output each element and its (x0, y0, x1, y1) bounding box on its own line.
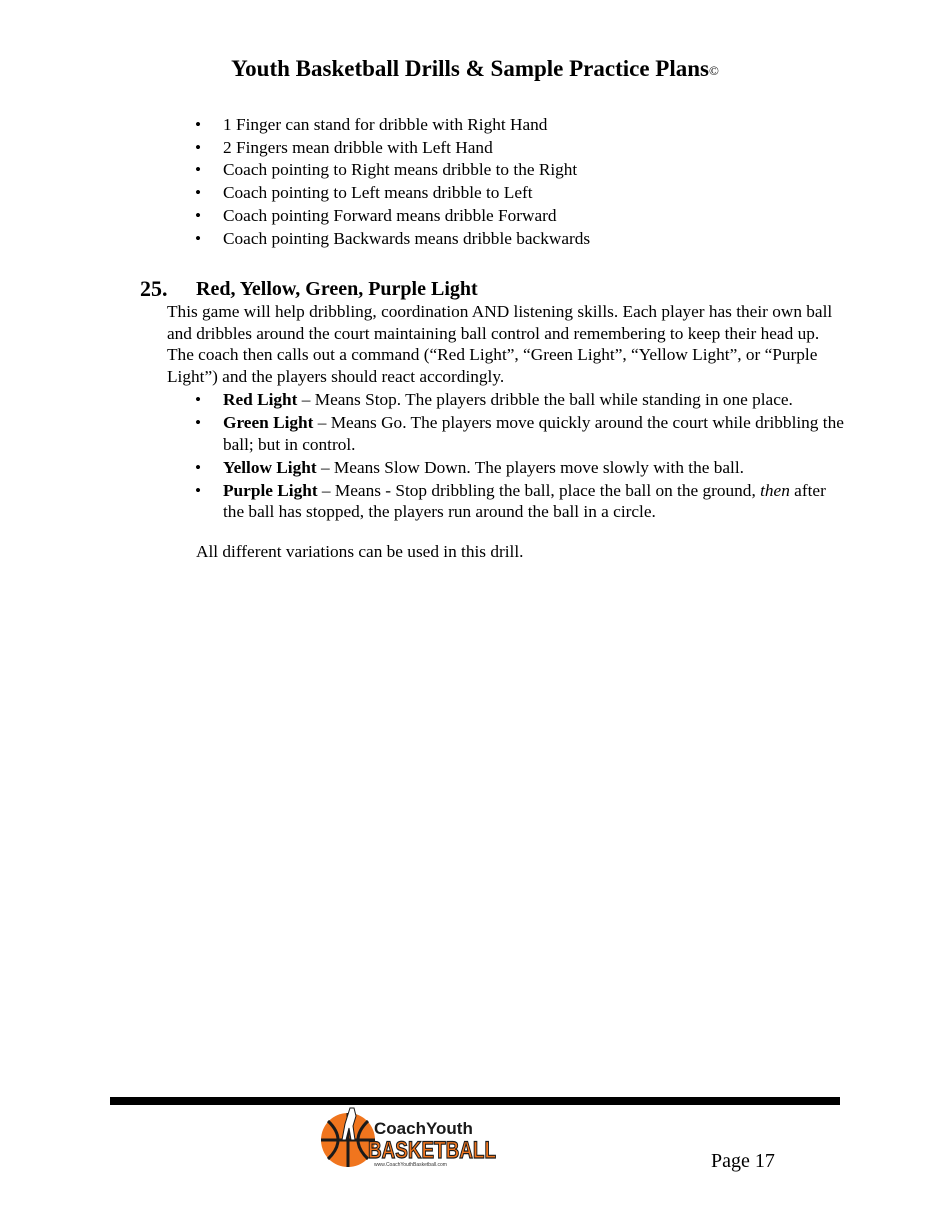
list-item: • Coach pointing to Right means dribble to the Right (195, 160, 578, 180)
list-item: • Yellow Light – Means Slow Down. The players move slowly with the ball. (195, 457, 744, 477)
hand-signal-list (195, 114, 590, 250)
list-item: • Coach pointing Forward means dribble Forward (195, 205, 557, 225)
list-item-text: Coach pointing to Right means dribble to the Right (223, 160, 578, 180)
command-description: – Means Go. The players move quickly around the court while dribbling the ball; but in control. (223, 413, 844, 454)
page-number: Page 17 (711, 1150, 775, 1172)
list-item-text: Coach pointing Backwards means dribble backwards (223, 228, 591, 248)
command-name: Red Light (223, 390, 298, 409)
section-number: 25. (140, 276, 168, 301)
command-description: – Means Stop. The players dribble the ball while standing in one place. (297, 390, 793, 409)
list-item: • Purple Light – Means - Stop dribbling the ball, place the ball on the ground, then after the ball has stopped, the players run around the ball in a circle. (195, 480, 826, 521)
section-intro: This game will help dribbling, coordination AND listening skills. Each player has their own ball and dribbles around the court maintaining ball control and remembering to keep their head up. The coach then calls out a command (“Red Light”, “Green Light”, “Yellow Light”, or “Purple Light”) and the players should react accordingly. (167, 302, 833, 386)
logo-text-line2: BASKETBALL (368, 1137, 496, 1164)
list-item: • Red Light – Means Stop. The players dribble the ball while standing in one place. (195, 390, 793, 409)
command-description: – Means Slow Down. The players move slowly with the ball. (316, 457, 744, 477)
page-header-title (0, 56, 950, 82)
emphasis-text: then (760, 480, 790, 500)
list-item-text: Coach pointing Forward means dribble Forward (223, 205, 557, 225)
section-title: Red, Yellow, Green, Purple Light (196, 278, 478, 300)
command-name: Purple Light (223, 480, 318, 500)
list-item: • Coach pointing Backwards means dribble backwards (195, 228, 591, 248)
logo-url-text: www.CoachYouthBasketball.com (374, 1162, 447, 1168)
logo-text-line1: CoachYouth (374, 1119, 473, 1138)
list-item: • Coach pointing to Left means dribble to Left (195, 183, 533, 203)
list-item-text: 1 Finger can stand for dribble with Right Hand (223, 115, 548, 134)
command-description: – Means - Stop dribbling the ball, place the ball on the ground, (317, 480, 761, 500)
coach-youth-basketball-logo (318, 1104, 500, 1170)
command-description-continued: after the ball has stopped, the players run around the ball in a circle. (223, 480, 826, 521)
command-name: Green Light (223, 413, 314, 432)
light-commands-list (195, 389, 845, 524)
header-title-text: Youth Basketball Drills & Sample Practice Plans (231, 56, 709, 81)
list-item: • 2 Fingers mean dribble with Left Hand (195, 137, 493, 157)
list-item-text: Coach pointing to Left means dribble to Left (223, 183, 533, 203)
list-item-text: 2 Fingers mean dribble with Left Hand (223, 137, 493, 157)
list-item: • 1 Finger can stand for dribble with Right Hand (195, 115, 548, 134)
command-name: Yellow Light (223, 457, 317, 477)
section-closing: All different variations can be used in this drill. (196, 542, 524, 561)
list-item: • Green Light – Means Go. The players move quickly around the court while dribbling the ball; but in control. (195, 413, 844, 454)
copyright-symbol: © (709, 63, 719, 78)
